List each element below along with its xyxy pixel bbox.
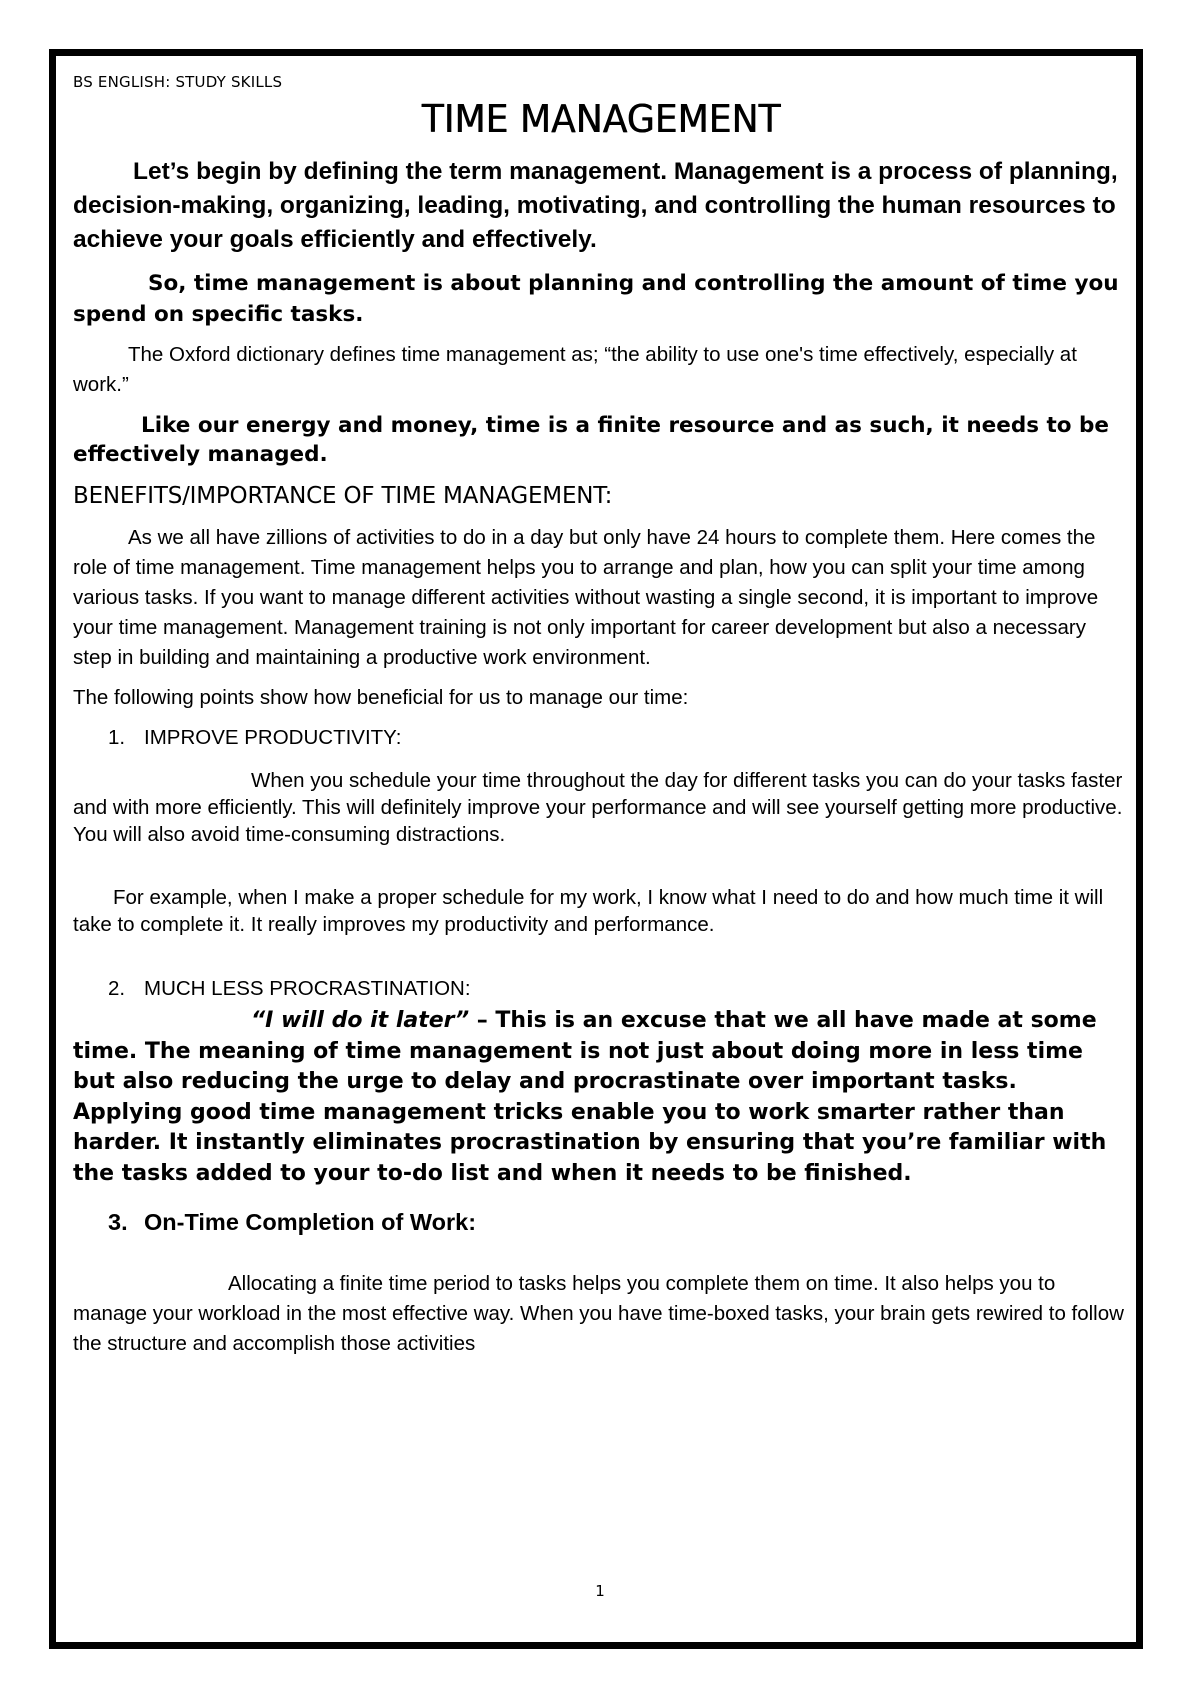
productivity-example: For example, when I make a proper schedule for my work, I know what I need to do and how much time it will take to complete it. It really improves my productivity and performance. [73,886,1104,936]
summary-paragraph: So, time management is about planning and controlling the amount of time you spend on specific tasks. [73,271,1119,327]
oxford-definition-paragraph: The Oxford dictionary defines time management as; “the ability to use one's time effectively, especially at work.” [73,343,1077,396]
list-number: 1. [108,726,126,749]
procrastination-text: – This is an excuse that we all have made at some time. The meaning of time management is not just about doing more in less time but also reducing the urge to delay and procrastinate over important tasks. Applying good time management tricks enable you to work smarter rather than harder. It instantly eliminates procrastination by ensuring that you’re familiar with the tasks added to your to-do list and when it needs to be finished. [73,1008,1107,1186]
list-item-title: MUCH LESS PROCRASTINATION: [144,977,471,1000]
on-time-paragraph: Allocating a finite time period to tasks helps you complete them on time. It also helps you to manage your workload in the most effective way. When you have time-boxed tasks, your brain gets rewired to follow the structure and accomplish those activities [73,1272,1124,1355]
definition-paragraph: Let’s begin by defining the term management. Management is a process of planning, decision-making, organizing, leading, motivating, and controlling the human resources to achieve your goals efficiently and effectively. [73,158,1118,253]
list-number: 3. [108,1209,128,1235]
list-item-on-time-completion [73,1207,1129,1237]
list-item-procrastination [73,974,1129,1004]
list-number: 2. [108,977,126,1000]
finite-resource-paragraph: Like our energy and money, time is a finite resource and as such, it needs to be effectively managed. [73,413,1109,467]
procrastination-quote: “I will do it later” [251,1008,470,1033]
productivity-paragraph: When you schedule your time throughout the day for different tasks you can do your tasks faster and with more efficiently. This will definitely improve your performance and will see yourself getting more productive. You will also avoid time-consuming distractions. [73,769,1123,846]
course-header: BS ENGLISH: STUDY SKILLS [73,73,283,91]
points-lead-in: The following points show how beneficial for us to manage our time: [73,686,689,709]
benefits-paragraph: As we all have zillions of activities to do in a day but only have 24 hours to complete them. Here comes the role of time management. Time management helps you to arrange and plan, how you can split your time among various tasks. If you want to manage different activities without wasting a single second, it is important to improve your time management. Management training is not only important for career development but also a necessary step in building and maintaining a productive work environment. [73,526,1099,669]
page-number: 1 [595,1582,605,1600]
benefits-heading: BENEFITS/IMPORTANCE OF TIME MANAGEMENT: [73,483,613,509]
page-title: TIME MANAGEMENT [421,97,781,141]
list-item-title: IMPROVE PRODUCTIVITY: [144,726,402,749]
document-body [73,73,1129,1359]
list-item-title: On-Time Completion of Work: [144,1209,477,1235]
list-item-improve-productivity [73,723,1129,753]
procrastination-paragraph [73,1006,1129,1189]
